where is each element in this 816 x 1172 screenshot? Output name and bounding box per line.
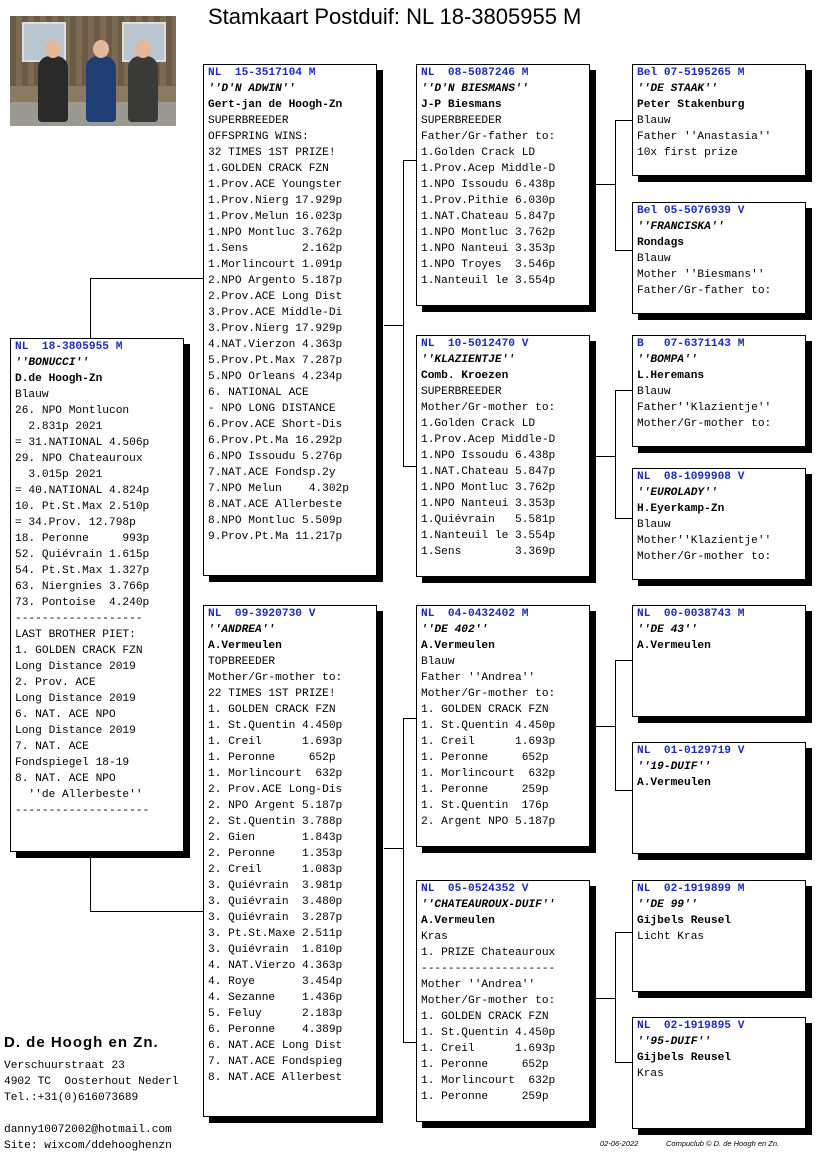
pigeon-card-mother bbox=[203, 605, 377, 1117]
pedigree-line: 1. PRIZE Chateauroux bbox=[421, 947, 556, 959]
pedigree-line: 1.Prov.Melun 16.023p bbox=[208, 211, 343, 223]
connector bbox=[596, 456, 616, 457]
pedigree-line: - NPO LONG DISTANCE bbox=[208, 403, 336, 415]
pedigree-line: 6.Prov.Pt.Ma 16.292p bbox=[208, 435, 343, 447]
ring-number: NL 04-0432402 M bbox=[421, 608, 529, 620]
pigeon-card-ggp-8 bbox=[632, 1017, 806, 1129]
pedigree-line: 1. GOLDEN CRACK FZN bbox=[208, 704, 336, 716]
pedigree-line: 1.NPO Montluc 3.762p bbox=[208, 227, 343, 239]
pedigree-line: 1. Morlincourt 632p bbox=[421, 1075, 556, 1087]
pedigree-line: 7. NAT.ACE Fondspieg bbox=[208, 1056, 343, 1068]
pigeon-card-ggp-7 bbox=[632, 880, 806, 992]
pedigree-line: 1.NPO Issoudu 6.438p bbox=[421, 450, 556, 462]
ring-number: NL 00-0038743 M bbox=[637, 608, 745, 620]
pedigree-line: 1. GOLDEN CRACK FZN bbox=[421, 704, 549, 716]
pigeon-card-ggp-5 bbox=[632, 605, 806, 717]
pedigree-line: 2. Prov. ACE bbox=[15, 677, 96, 689]
connector bbox=[403, 718, 417, 719]
pedigree-line: 9.Prov.Pt.Ma 11.217p bbox=[208, 531, 343, 543]
pedigree-line: 4.NAT.Vierzon 4.363p bbox=[208, 339, 343, 351]
connector bbox=[615, 1062, 633, 1063]
pedigree-line: 8. NAT. ACE NPO bbox=[15, 773, 116, 785]
pigeon-name: ''FRANCISKA'' bbox=[637, 221, 725, 233]
breeder: A.Vermeulen bbox=[637, 640, 711, 652]
connector bbox=[403, 718, 404, 1042]
pedigree-line: Kras bbox=[637, 1068, 664, 1080]
pedigree-line: Mother/Gr-mother to: bbox=[208, 672, 343, 684]
pedigree-line: 1. St.Quentin 4.450p bbox=[421, 720, 556, 732]
breeder: Rondags bbox=[637, 237, 684, 249]
breeder: A.Vermeulen bbox=[421, 915, 495, 927]
pigeon-card-ggp-1 bbox=[632, 64, 806, 176]
connector bbox=[615, 390, 633, 391]
pedigree-line: 1. GOLDEN CRACK FZN bbox=[421, 1011, 549, 1023]
owner-email: danny10072002@hotmail.com bbox=[4, 1124, 172, 1136]
breeder: Gijbels Reusel bbox=[637, 1052, 731, 1064]
pedigree-line: Blauw bbox=[421, 656, 455, 668]
pigeon-card-ggp-4 bbox=[632, 468, 806, 580]
pigeon-name: ''DE 402'' bbox=[421, 624, 489, 636]
owner-phone: Tel.:+31(0)616073689 bbox=[4, 1092, 139, 1104]
pedigree-line: 7. NAT. ACE bbox=[15, 741, 89, 753]
pedigree-line: 1. St.Quentin 176p bbox=[421, 800, 549, 812]
pedigree-line: 2.831p 2021 bbox=[15, 421, 103, 433]
connector bbox=[90, 852, 91, 912]
pigeon-name: ''D'N BIESMANS'' bbox=[421, 83, 529, 95]
pedigree-line: 3.Prov.ACE Middle-Di bbox=[208, 307, 343, 319]
owner-city: 4902 TC Oosterhout Nederl bbox=[4, 1076, 179, 1088]
pedigree-line: 1.Prov.Nierg 17.929p bbox=[208, 195, 343, 207]
breeder: A.Vermeulen bbox=[421, 640, 495, 652]
pedigree-line: Mother ''Andrea'' bbox=[421, 979, 536, 991]
pedigree-line: 1. Peronne 652p bbox=[208, 752, 336, 764]
pigeon-name: ''19-DUIF'' bbox=[637, 761, 711, 773]
pedigree-line: 1. Creil 1.693p bbox=[421, 1043, 556, 1055]
pedigree-line: 3. Quiévrain 3.480p bbox=[208, 896, 343, 908]
connector bbox=[615, 120, 633, 121]
pedigree-line: 1.NPO Nanteui 3.353p bbox=[421, 498, 556, 510]
pedigree-line: Father ''Andrea'' bbox=[421, 672, 536, 684]
pedigree-line: 7.NPO Melun 4.302p bbox=[208, 483, 349, 495]
pedigree-line: 1.Sens 2.162p bbox=[208, 243, 343, 255]
pedigree-line: 1. Morlincourt 632p bbox=[421, 768, 556, 780]
pedigree-line: 1.NPO Montluc 3.762p bbox=[421, 482, 556, 494]
connector bbox=[596, 998, 616, 999]
breeder: D.de Hoogh-Zn bbox=[15, 373, 103, 385]
pedigree-line: 1.Prov.Acep Middle-D bbox=[421, 434, 556, 446]
breeder: Gijbels Reusel bbox=[637, 915, 731, 927]
pedigree-line: 18. Peronne 993p bbox=[15, 533, 150, 545]
connector bbox=[615, 518, 633, 519]
ring-number: NL 05-0524352 V bbox=[421, 883, 529, 895]
pedigree-line: Blauw bbox=[637, 386, 671, 398]
pedigree-line: 1. GOLDEN CRACK FZN bbox=[15, 645, 143, 657]
pedigree-line: Mother/Gr-mother to: bbox=[421, 688, 556, 700]
pedigree-line: 5.Prov.Pt.Max 7.287p bbox=[208, 355, 343, 367]
owner-street: Verschuurstraat 23 bbox=[4, 1060, 125, 1072]
pedigree-line: Blauw bbox=[637, 253, 671, 265]
pedigree-line: 1. Peronne 652p bbox=[421, 1059, 549, 1071]
connector bbox=[403, 1042, 417, 1043]
pedigree-line: 1.NPO Troyes 3.546p bbox=[421, 259, 556, 271]
pedigree-line: Mother''Klazientje'' bbox=[637, 535, 772, 547]
pedigree-line: Mother/Gr-mother to: bbox=[637, 418, 772, 430]
pedigree-line: -------------------- bbox=[421, 963, 556, 975]
pigeon-name: ''DE STAAK'' bbox=[637, 83, 718, 95]
connector bbox=[403, 160, 417, 161]
connector bbox=[384, 848, 404, 849]
pigeon-name: ''BONUCCI'' bbox=[15, 357, 89, 369]
pedigree-line: 1.NAT.Chateau 5.847p bbox=[421, 211, 556, 223]
connector bbox=[596, 184, 616, 185]
pedigree-line: 6. NATIONAL ACE bbox=[208, 387, 309, 399]
pigeon-card-ggp-2 bbox=[632, 202, 806, 314]
pedigree-line: Mother/Gr-mother to: bbox=[421, 402, 556, 414]
connector bbox=[403, 466, 417, 467]
pedigree-line: 1. St.Quentin 4.450p bbox=[208, 720, 343, 732]
pedigree-line: 3. Pt.St.Maxe 2.511p bbox=[208, 928, 343, 940]
pedigree-line: 1.Prov.Acep Middle-D bbox=[421, 163, 556, 175]
pedigree-line: 52. Quiévrain 1.615p bbox=[15, 549, 150, 561]
pedigree-line: 3. Quiévrain 1.810p bbox=[208, 944, 343, 956]
pedigree-line: 6. Peronne 4.389p bbox=[208, 1024, 343, 1036]
pedigree-line: Kras bbox=[421, 931, 448, 943]
connector bbox=[615, 184, 616, 250]
connector bbox=[615, 660, 616, 790]
breeder: J-P Biesmans bbox=[421, 99, 502, 111]
connector bbox=[90, 278, 91, 338]
pedigree-line: Long Distance 2019 bbox=[15, 725, 136, 737]
pedigree-line: 3.Prov.Nierg 17.929p bbox=[208, 323, 343, 335]
pedigree-line: 1.Quiévrain 5.581p bbox=[421, 514, 556, 526]
pedigree-line: 8.NPO Montluc 5.509p bbox=[208, 515, 343, 527]
pedigree-line: 1.Golden Crack LD bbox=[421, 418, 536, 430]
pedigree-line: LAST BROTHER PIET: bbox=[15, 629, 136, 641]
ring-number: B 07-6371143 M bbox=[637, 338, 745, 350]
pigeon-card-subject bbox=[10, 338, 184, 852]
connector bbox=[615, 390, 616, 518]
pedigree-line: 29. NPO Chateauroux bbox=[15, 453, 143, 465]
pedigree-line: ''de Allerbeste'' bbox=[15, 789, 143, 801]
pedigree-line: -------------------- bbox=[15, 805, 150, 817]
pedigree-line: 1. Creil 1.693p bbox=[421, 736, 556, 748]
pedigree-line: 1.Sens 3.369p bbox=[421, 546, 556, 558]
connector bbox=[90, 911, 204, 912]
pedigree-line: 22 TIMES 1ST PRIZE! bbox=[208, 688, 336, 700]
pigeon-card-father bbox=[203, 64, 377, 576]
pedigree-line: 1.Nanteuil le 3.554p bbox=[421, 275, 556, 287]
pedigree-line: 1. St.Quentin 4.450p bbox=[421, 1027, 556, 1039]
pedigree-line: 4. NAT.Vierzo 4.363p bbox=[208, 960, 343, 972]
pedigree-line: Father/Gr-father to: bbox=[421, 131, 556, 143]
pedigree-line: 1.NAT.Chateau 5.847p bbox=[421, 466, 556, 478]
pedigree-line: 1.Golden Crack LD bbox=[421, 147, 536, 159]
pigeon-name: ''DE 43'' bbox=[637, 624, 698, 636]
pedigree-line: 1.Morlincourt 1.091p bbox=[208, 259, 343, 271]
pigeon-name: ''ANDREA'' bbox=[208, 624, 276, 636]
ring-number: NL 10-5012470 V bbox=[421, 338, 529, 350]
pedigree-line: 7.NAT.ACE Fondsp.2y bbox=[208, 467, 336, 479]
pedigree-line: 3. Quiévrain 3.981p bbox=[208, 880, 343, 892]
pedigree-line: 8.NAT.ACE Allerbeste bbox=[208, 499, 343, 511]
ring-number: NL 08-5087246 M bbox=[421, 67, 529, 79]
pedigree-line: 4. Roye 3.454p bbox=[208, 976, 343, 988]
pedigree-line: 32 TIMES 1ST PRIZE! bbox=[208, 147, 336, 159]
owner-name: D. de Hoogh en Zn. bbox=[4, 1034, 159, 1051]
pedigree-line: 26. NPO Montlucon bbox=[15, 405, 130, 417]
pigeon-card-maternal-grandfather bbox=[416, 605, 590, 847]
pigeon-card-paternal-grandfather bbox=[416, 64, 590, 306]
pedigree-line: Long Distance 2019 bbox=[15, 661, 136, 673]
pedigree-line: Father ''Anastasia'' bbox=[637, 131, 772, 143]
pedigree-line: Blauw bbox=[637, 519, 671, 531]
connector bbox=[403, 160, 404, 466]
pedigree-line: 5. Feluy 2.183p bbox=[208, 1008, 343, 1020]
connector bbox=[596, 726, 616, 727]
pedigree-line: 2. St.Quentin 3.788p bbox=[208, 816, 343, 828]
pedigree-line: Blauw bbox=[637, 115, 671, 127]
breeder: Comb. Kroezen bbox=[421, 370, 509, 382]
connector bbox=[615, 932, 616, 1062]
pedigree-line: 6.Prov.ACE Short-Dis bbox=[208, 419, 343, 431]
pedigree-line: 8. NAT.ACE Allerbest bbox=[208, 1072, 343, 1084]
connector bbox=[615, 660, 633, 661]
pedigree-line: 1.GOLDEN CRACK FZN bbox=[208, 163, 329, 175]
ring-number: NL 02-1919895 V bbox=[637, 1020, 745, 1032]
pedigree-line: 1.NPO Issoudu 6.438p bbox=[421, 179, 556, 191]
pigeon-card-ggp-6 bbox=[632, 742, 806, 854]
pedigree-line: 4. Sezanne 1.436p bbox=[208, 992, 343, 1004]
breeder: A.Vermeulen bbox=[208, 640, 282, 652]
pedigree-line: = 31.NATIONAL 4.506p bbox=[15, 437, 150, 449]
pedigree-line: 1. Creil 1.693p bbox=[208, 736, 343, 748]
footer-credit: Compuclub © D. de Hoogh en Zn. bbox=[666, 1139, 780, 1148]
pigeon-card-maternal-grandmother bbox=[416, 880, 590, 1122]
pedigree-line: 5.NPO Orleans 4.234p bbox=[208, 371, 343, 383]
pedigree-line: 1.Nanteuil le 3.554p bbox=[421, 530, 556, 542]
ring-number: NL 01-0129719 V bbox=[637, 745, 745, 757]
pedigree-line: Mother ''Biesmans'' bbox=[637, 269, 765, 281]
pedigree-line: Blauw bbox=[15, 389, 49, 401]
pigeon-name: ''95-DUIF'' bbox=[637, 1036, 711, 1048]
pigeon-name: ''EUROLADY'' bbox=[637, 487, 718, 499]
pedigree-line: 2. NPO Argent 5.187p bbox=[208, 800, 343, 812]
pedigree-line: 10x first prize bbox=[637, 147, 738, 159]
pedigree-line: 6. NAT.ACE Long Dist bbox=[208, 1040, 343, 1052]
pedigree-line: 6. NAT. ACE NPO bbox=[15, 709, 116, 721]
pedigree-line: ------------------- bbox=[15, 613, 143, 625]
pedigree-line: 2.Prov.ACE Long Dist bbox=[208, 291, 343, 303]
pedigree-line: 10. Pt.St.Max 2.510p bbox=[15, 501, 150, 513]
pedigree-line: 3.015p 2021 bbox=[15, 469, 103, 481]
pedigree-line: 63. Niergnies 3.766p bbox=[15, 581, 150, 593]
ring-number: NL 08-1099908 V bbox=[637, 471, 745, 483]
pedigree-line: 6.NPO Issoudu 5.276p bbox=[208, 451, 343, 463]
connector bbox=[384, 325, 404, 326]
pedigree-line: 1.Prov.ACE Youngster bbox=[208, 179, 343, 191]
pigeon-name: ''BOMPA'' bbox=[637, 354, 698, 366]
pedigree-line: SUPERBREEDER bbox=[208, 115, 289, 127]
pigeon-name: ''CHATEAUROUX-DUIF'' bbox=[421, 899, 556, 911]
pedigree-line: Long Distance 2019 bbox=[15, 693, 136, 705]
pigeon-name: ''DE 99'' bbox=[637, 899, 698, 911]
breeder: A.Vermeulen bbox=[637, 777, 711, 789]
pedigree-line: 1. Peronne 652p bbox=[421, 752, 549, 764]
breeder: L.Heremans bbox=[637, 370, 705, 382]
ring-number: Bel 07-5195265 M bbox=[637, 67, 745, 79]
pedigree-line: SUPERBREEDER bbox=[421, 386, 502, 398]
pedigree-line: OFFSPRING WINS: bbox=[208, 131, 309, 143]
pedigree-line: 1.NPO Nanteui 3.353p bbox=[421, 243, 556, 255]
page-title: Stamkaart Postduif: NL 18-3805955 M bbox=[208, 4, 582, 29]
pedigree-line: 2. Peronne 1.353p bbox=[208, 848, 343, 860]
pedigree-line: Father''Klazientje'' bbox=[637, 402, 772, 414]
pedigree-line: 2. Prov.ACE Long-Dis bbox=[208, 784, 343, 796]
ring-number: NL 09-3920730 V bbox=[208, 608, 316, 620]
pigeon-name: ''D'N ADWIN'' bbox=[208, 83, 296, 95]
owners-photo bbox=[10, 16, 176, 126]
pedigree-line: Mother/Gr-mother to: bbox=[421, 995, 556, 1007]
breeder: H.Eyerkamp-Zn bbox=[637, 503, 725, 515]
connector bbox=[90, 278, 204, 279]
pigeon-card-ggp-3 bbox=[632, 335, 806, 447]
pedigree-line: Mother/Gr-mother to: bbox=[637, 551, 772, 563]
owner-site: Site: wixcom/ddehooghenzn bbox=[4, 1140, 172, 1152]
print-date: 02-06-2022 bbox=[600, 1139, 639, 1148]
connector bbox=[615, 250, 633, 251]
pedigree-line: 1. Morlincourt 632p bbox=[208, 768, 343, 780]
pedigree-line: 1. Peronne 259p bbox=[421, 1091, 549, 1103]
pedigree-line: Father/Gr-father to: bbox=[637, 285, 772, 297]
pedigree-line: 2.NPO Argento 5.187p bbox=[208, 275, 343, 287]
pedigree-line: 2. Argent NPO 5.187p bbox=[421, 816, 556, 828]
pedigree-line: = 40.NATIONAL 4.824p bbox=[15, 485, 150, 497]
connector bbox=[615, 790, 633, 791]
pedigree-line: 2. Creil 1.083p bbox=[208, 864, 343, 876]
breeder: Gert-jan de Hoogh-Zn bbox=[208, 99, 343, 111]
pedigree-line: TOPBREEDER bbox=[208, 656, 276, 668]
pigeon-name: ''KLAZIENTJE'' bbox=[421, 354, 515, 366]
ring-number: NL 18-3805955 M bbox=[15, 341, 123, 353]
ring-number: NL 15-3517104 M bbox=[208, 67, 316, 79]
pedigree-line: 54. Pt.St.Max 1.327p bbox=[15, 565, 150, 577]
pedigree-line: Licht Kras bbox=[637, 931, 705, 943]
connector bbox=[615, 932, 633, 933]
pedigree-line: 3. Quiévrain 3.287p bbox=[208, 912, 343, 924]
pedigree-line: 2. Gien 1.843p bbox=[208, 832, 343, 844]
pedigree-line: 73. Pontoise 4.240p bbox=[15, 597, 150, 609]
breeder: Peter Stakenburg bbox=[637, 99, 745, 111]
pedigree-line: = 34.Prov. 12.798p bbox=[15, 517, 136, 529]
pedigree-line: 1. Peronne 259p bbox=[421, 784, 549, 796]
pedigree-line: 1.Prov.Pithie 6.030p bbox=[421, 195, 556, 207]
ring-number: Bel 05-5076939 V bbox=[637, 205, 745, 217]
pedigree-line: SUPERBREEDER bbox=[421, 115, 502, 127]
pedigree-line: Fondspiegel 18-19 bbox=[15, 757, 130, 769]
ring-number: NL 02-1919899 M bbox=[637, 883, 745, 895]
pigeon-card-paternal-grandmother bbox=[416, 335, 590, 577]
connector bbox=[615, 120, 616, 184]
pedigree-line: 1.NPO Montluc 3.762p bbox=[421, 227, 556, 239]
